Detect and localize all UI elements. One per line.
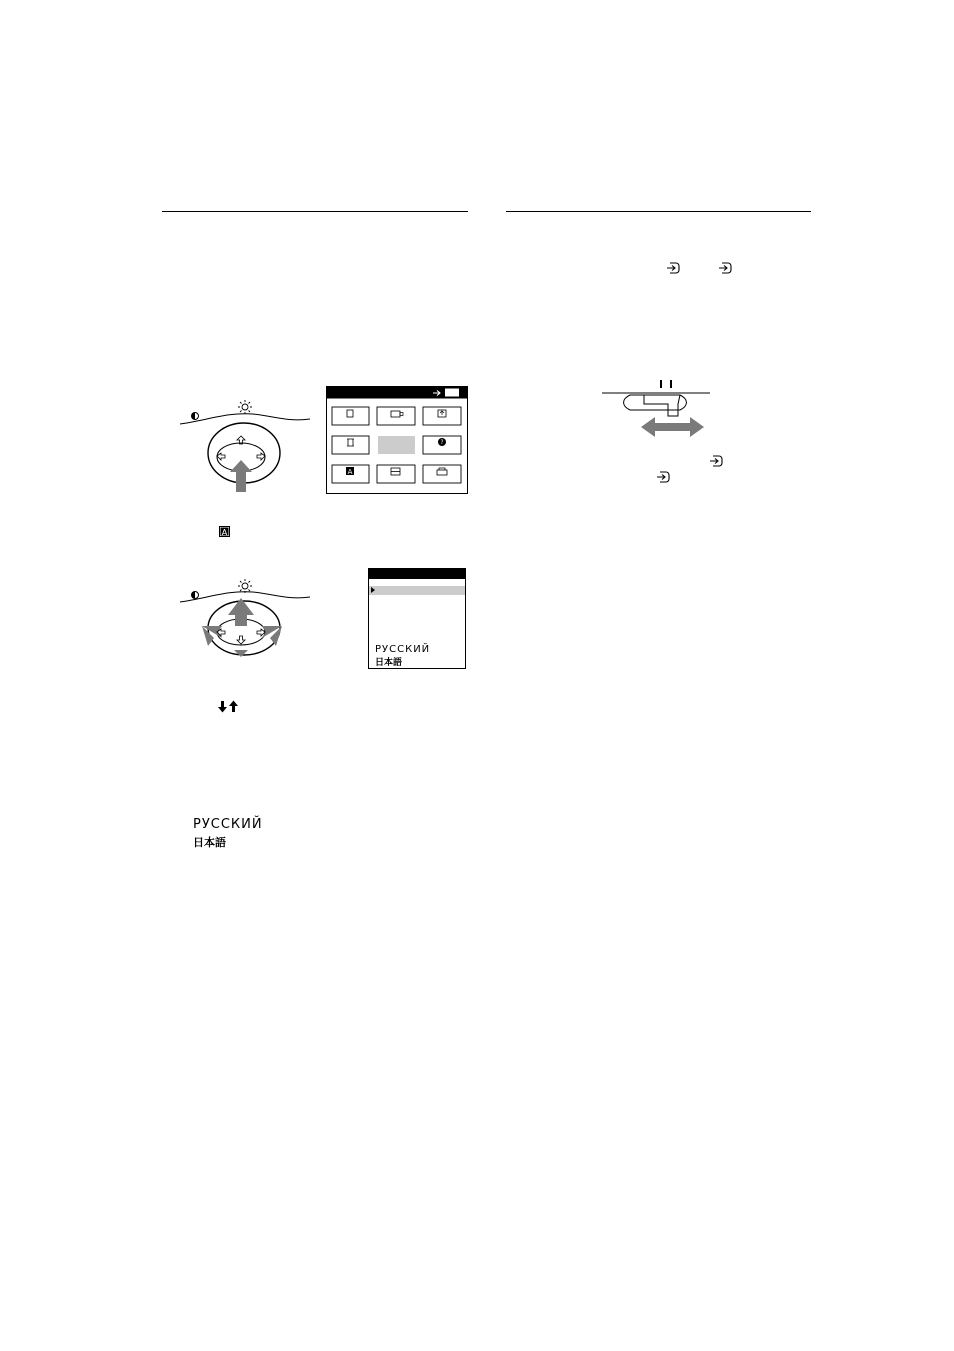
input-switch-illustration: [600, 378, 715, 440]
language-option-russian: РУССКИЙ: [375, 644, 431, 655]
language-list-japanese: 日本語: [193, 836, 226, 849]
control-panel-move-illustration: [178, 578, 313, 660]
svg-text:A: A: [347, 468, 353, 476]
language-icon: [219, 526, 230, 537]
control-panel-press-illustration: [178, 398, 313, 493]
input-1-icon: [709, 455, 723, 467]
contrast-icon: [192, 413, 199, 420]
svg-text:A: A: [221, 528, 228, 537]
contrast-icon: [192, 592, 199, 599]
brightness-icon: [238, 400, 252, 414]
language-menu-screen: [368, 568, 466, 669]
brightness-icon: [238, 579, 252, 593]
input-2-icon: [718, 262, 732, 274]
main-menu-screen: [326, 386, 468, 494]
svg-text:?: ?: [440, 439, 444, 446]
selection-cursor-icon: [371, 587, 375, 593]
right-section-rule: [506, 211, 811, 212]
language-list-russian: РУССКИЙ: [193, 817, 263, 832]
down-up-arrows-icon: [217, 700, 239, 713]
language-menu-title-bar: [369, 569, 465, 579]
language-option-japanese: 日本語: [375, 658, 403, 668]
left-section-rule: [162, 211, 468, 212]
input-1-icon: [666, 262, 680, 274]
input-2-icon: [656, 471, 670, 483]
language-menu-highlight-row: [369, 586, 465, 595]
